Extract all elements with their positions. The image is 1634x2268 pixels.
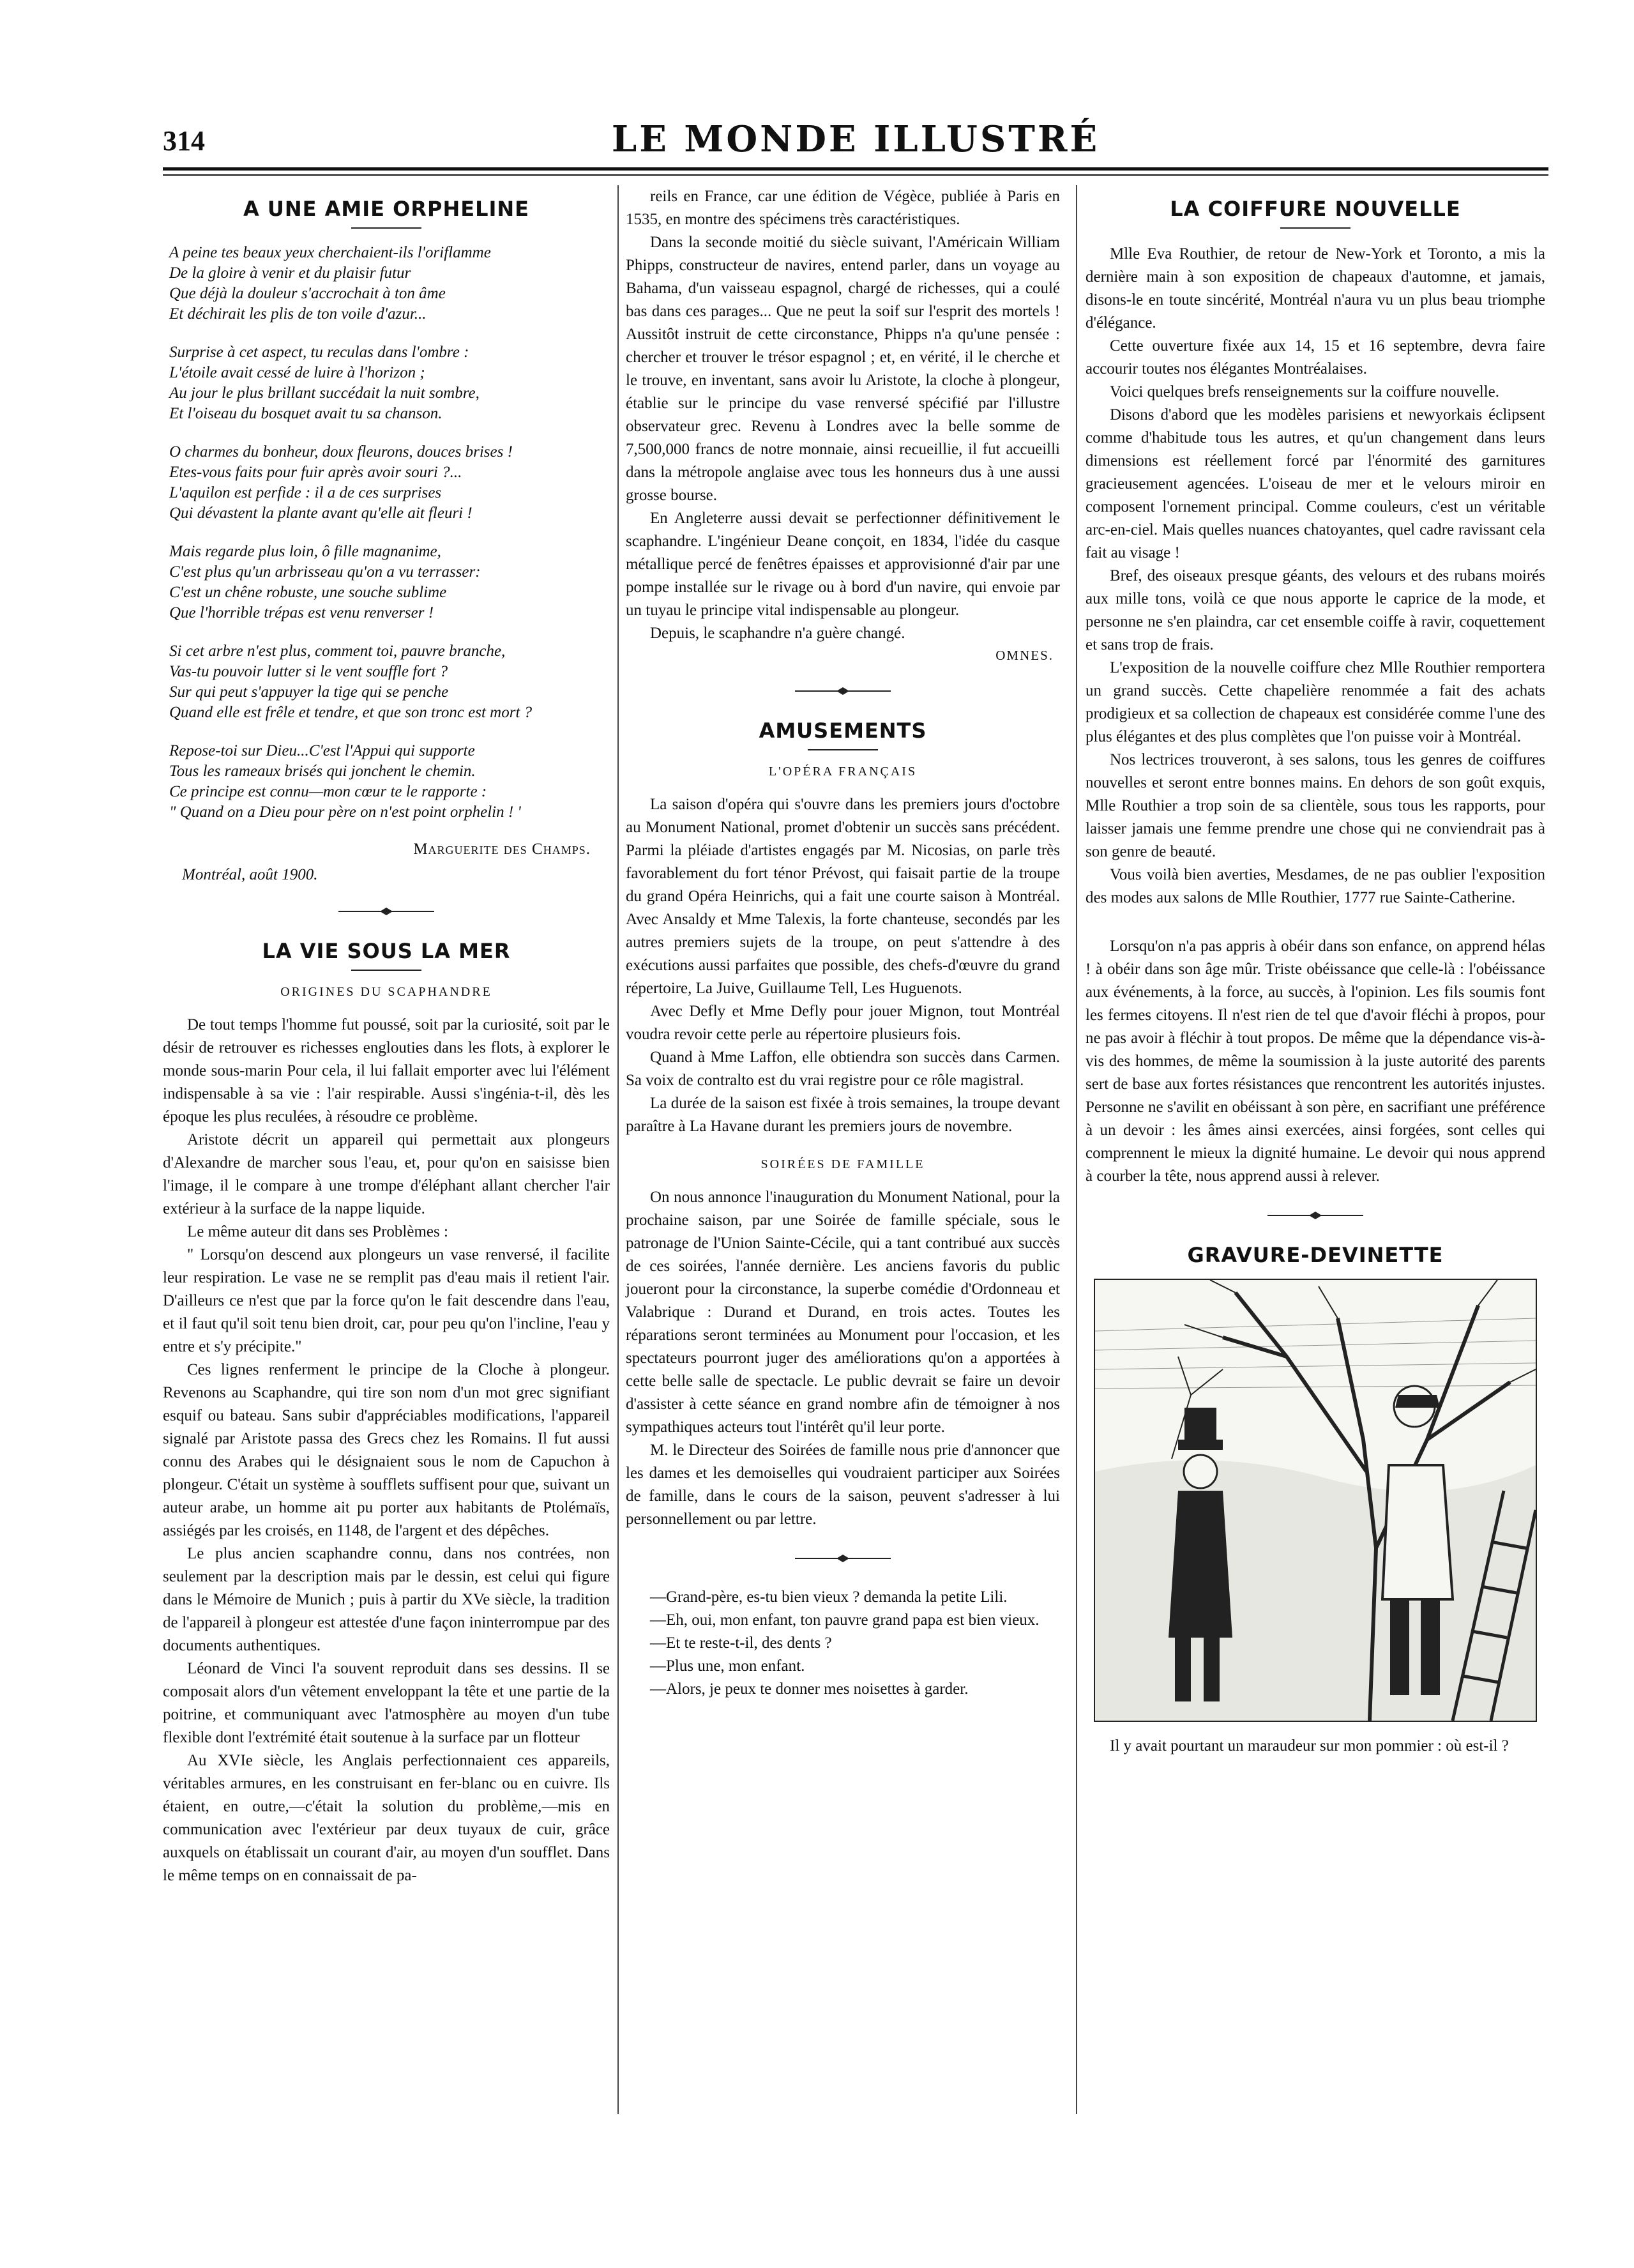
paragraph: " Lorsqu'on descend aux plongeurs un vase renversé, il facilite leur respiration. Le vase ne se remplit pas d'eau mais il retient l'air. D'ailleurs ce n'est que par la force qu'on le fait descendre dans l'eau, et il faut qu'il soit tenu bien droit, car, pour peu qu'on l'incline, l'eau y entre et s'y précipite." (163, 1246, 610, 1355)
poem-title: A UNE AMIE ORPHELINE (243, 197, 530, 221)
paragraph: On nous annonce l'inauguration du Monument National, pour la prochaine saison, par une Soirée de famille spéciale, sous le patronage de l'Union Sainte-Cécile, qui a tant contribué aux succès de ces soirées, l'année dernière. Les anciens favoris du public joueront pour la circonstance, la superbe comédie d'Ordonneau et Valabrique : Durand et Durand, en trois actes. Toutes les réparations seront terminées au Monument pour l'occasion, et les spectateurs pourront juger des améliorations qu'on a apportées à cette belle salle de spectacle. Le public devrait se faire un devoir d'assister à cette séance en grand nombre afin de témoigner à nos sympathiques acteurs tout l'intérêt qu'il leur porte. (626, 1189, 1060, 1436)
poem-signature: Marguerite des Champs. (413, 841, 591, 858)
paragraph: —Et te reste-t-il, des dents ? (650, 1634, 832, 1652)
poem-line: O charmes du bonheur, doux fleurons, douces brises ! (169, 443, 513, 460)
poem-line: Surprise à cet aspect, tu reculas dans l'ombre : (169, 344, 469, 361)
poem-line: Que l'horrible trépas est venu renverser ! (169, 604, 434, 621)
page-header (163, 118, 1548, 169)
section-ornament (1086, 1211, 1545, 1224)
article-subtitle: ORIGINES DU SCAPHANDRE (280, 985, 492, 999)
section-ornament (626, 1554, 1060, 1567)
engraving-caption: Il y avait pourtant un maraudeur sur mon pommier : où est-il ? (1110, 1737, 1509, 1754)
column-3 (1086, 185, 1545, 1758)
column-divider (1076, 185, 1077, 2114)
poem-line: Au jour le plus brillant succédait la nuit sombre, (169, 384, 480, 402)
poem-line: Repose-toi sur Dieu...C'est l'Appui qui supporte (169, 742, 475, 759)
column-2 (626, 185, 1060, 1701)
paragraph: Depuis, le scaphandre n'a guère changé. (650, 625, 905, 642)
column-1 (163, 185, 610, 1887)
paragraph: Ces lignes renferment le principe de la Cloche à plongeur. Revenons au Scaphandre, qui tire son nom d'un mot grec signifiant esquif ou bateau. Sans subir d'appréciables modifications, l'appareil signalé par Aristote passa des Grecs chez les Romains. Il fut aussi connu des Arabes qui le désignaient sous le nom de Capuchon à plongeur. C'était un système à soufflets suffisent pour que, suivant un auteur arabe, un homme ait pu porter aux habitants de Ptolémaïs, assiégés par les croisés, en 1148, de l'argent et des dépêches. (163, 1361, 610, 1539)
paragraph: Voici quelques brefs renseignements sur la coiffure nouvelle. (1110, 383, 1500, 400)
poem-place-date: Montréal, août 1900. (182, 866, 318, 883)
poem-line: L'aquilon est perfide : il a de ces surprises (169, 484, 442, 501)
poem-line: Etes-vous faits pour fuir après avoir souri ?... (169, 464, 462, 481)
paragraph: Cette ouverture fixée aux 14, 15 et 16 septembre, devra faire accourir toutes nos élégantes Montréalaises. (1086, 337, 1545, 377)
amusements-title: AMUSEMENTS (759, 719, 927, 743)
header-rule-thin (163, 174, 1548, 176)
paragraph: La saison d'opéra qui s'ouvre dans les premiers jours d'octobre au Monument National, promet d'obtenir un succès sans précédent. Parmi la pléiade d'artistes engagés par M. Nicosias, on parle très favorablement du fort ténor Prévost, qui faisait partie de la troupe du grand Opéra Heinrichs, qui a fait une courte saison à Montréal. Avec Ansaldy et Mme Talexis, la forte chanteuse, secondés par les autres premiers sujets de la troupe, on peut s'attendre à des exécutions aussi parfaites que possible, des chefs-d'œuvre du grand répertoire, La Juive, Guillaume Tell, Les Huguenots. (626, 796, 1060, 997)
poem-line: Que déjà la douleur s'accrochait à ton âme (169, 285, 446, 302)
poem-line: Si cet arbre n'est plus, comment toi, pauvre branche, (169, 643, 506, 660)
section-ornament (163, 907, 610, 920)
paragraph: Au XVIe siècle, les Anglais perfectionnaient ces appareils, véritables armures, en les construisant en fer-blanc ou en cuivre. Ils étaient, en outre,—c'était la solution du problème,—mis en communication avec l'extérieur par deux tuyaux de cuir, grâce auxquels on établissait un courant d'air, au moyen d'un soufflet. Dans le même temps on en connaissait de pa- (163, 1752, 610, 1884)
article-title: LA VIE SOUS LA MER (262, 939, 511, 963)
article-continuation (626, 185, 1060, 645)
paragraph: Quand à Mme Laffon, elle obtiendra son succès dans Carmen. Sa voix de contralto est du vrai registre pour ce rôle magistral. (626, 1049, 1060, 1089)
paragraph: —Alors, je peux te donner mes noisettes à garder. (650, 1680, 969, 1698)
poem-line: Vas-tu pouvoir lutter si le vent souffle fort ? (169, 663, 448, 680)
title-rule (808, 749, 878, 750)
poem-line: Et l'oiseau du bosquet avait tu sa chanson. (169, 405, 443, 422)
paragraph: Dans la seconde moitié du siècle suivant, l'Américain William Phipps, constructeur de navires, entend parler, dans un voyage au Bahama, d'un vaisseau espagnol, chargé de richesses, qui a coulé bas dans ces parages... Que ne peut la soif sur l'esprit des mortels ! Aussitôt instruit de cette circonstance, Phipps n'a qu'une pensée : chercher et trouver le trésor espagnol ; et, en vérité, il le cherche et le trouve, en inventant, sans avoir lu Aristote, la cloche à plongeur, établie sur le principe du vase renversé spécifié par l'illustre observateur grec. Revenu à Londres avec la belle somme de 7,500,000 francs de notre monnaie, ainsi recueillie, il fut accueilli dans la métropole anglaise avec tous les honneurs dus à une aussi grosse bourse. (626, 234, 1060, 504)
poem-line: Qui dévastent la plante avant qu'elle ait fleuri ! (169, 505, 473, 522)
article-author: OMNES. (995, 648, 1054, 663)
opera-subtitle: L'OPÉRA FRANÇAIS (768, 765, 918, 779)
soirees-subtitle: SOIRÉES DE FAMILLE (760, 1157, 925, 1171)
title-rule (351, 227, 421, 229)
paragraph: Nos lectrices trouveront, à ses salons, tous les genres de coiffures nouvelles et seront entre bonnes mains. En dehors de son goût exquis, Mlle Routhier a trop soin de sa clientèle, sous tous les rapports, pour laisser jamais une femme prendre une chose qui ne conviendrait pas à son genre de beauté. (1086, 751, 1545, 860)
devinette-title: GRAVURE-DEVINETTE (1187, 1243, 1444, 1267)
paragraph: —Grand-père, es-tu bien vieux ? demanda la petite Lili. (650, 1588, 1008, 1606)
poem (169, 243, 610, 823)
header-rule (163, 167, 1548, 171)
paragraph: En Angleterre aussi devait se perfectionner définitivement le scaphandre. L'ingénieur Deane conçoit, en 1834, l'idée du casque métallique percé de fenêtres épaisses et approvisionné d'air par une pompe installée sur le rivage ou à bord d'un navire, qui envoie par un tuyau le principe vital indispensable au plongeur. (626, 510, 1060, 619)
poem-stanza (169, 442, 610, 524)
poem-stanza (169, 542, 610, 623)
paragraph: Avec Defly et Mme Defly pour jouer Mignon, tout Montréal voudra revoir cette perle au répertoire plusieurs fois. (626, 1003, 1060, 1043)
engraving-illustration (1094, 1279, 1537, 1722)
poem-line: Tous les rameaux brisés qui jonchent le chemin. (169, 763, 476, 780)
poem-line: Mais regarde plus loin, ô fille magnanime, (169, 543, 441, 560)
poem-stanza (169, 342, 610, 424)
paragraph: De tout temps l'homme fut poussé, soit par la curiosité, soit par le désir de retrouver es richesses englouties dans les flots, à explorer le monde sous-marin Pour cela, il lui fallait emporter avec lui l'élément indispensable à sa vie : l'air respirable. Aussi s'ingénia-t-il, dès les époque les plus reculées, à résoudre ce problème. (163, 1016, 610, 1125)
poem-stanza (169, 243, 610, 324)
paragraph: Disons d'abord que les modèles parisiens et newyorkais éclipsent comme d'habitude tous les autres, et qu'un changement dans leurs dimensions est réellement forcé par l'énormité des garnitures gracieusement agencées. L'oiseau de mer et le velours miroir en composent l'ornement principal. Comme couleurs, c'est un véritable arc-en-ciel. Mais quelles nuances chatoyantes, quel cadre ravissant cela fait au visage ! (1086, 406, 1545, 561)
poem-line: Ce principe est connu—mon cœur te le rapporte : (169, 783, 487, 800)
dialog-anecdote (626, 1586, 1060, 1701)
section-ornament (626, 687, 1060, 699)
paragraph: Le plus ancien scaphandre connu, dans nos contrées, non seulement par la description mais par le dessin, est celui qui figure dans le Mémoire de Munich ; puis à partir du XVe siècle, la tradition de l'appareil à plongeur est attestée d'une façon ininterrompue par des documents authentiques. (163, 1545, 610, 1654)
paragraph: Vous voilà bien averties, Mesdames, de ne pas oublier l'exposition des modes aux salons de Mlle Routhier, 1777 rue Sainte-Catherine. (1086, 866, 1545, 906)
article-body (163, 1014, 610, 1887)
paragraph: L'exposition de la nouvelle coiffure chez Mlle Routhier remportera un grand succès. Cette chapelière renommée a fait des achats prodigieux et sa collection de chapeaux est considérée comme l'une des plus élégantes et des plus complètes que l'on puisse voir à Montréal. (1086, 659, 1545, 745)
opera-body (626, 793, 1060, 1138)
poem-line: A peine tes beaux yeux cherchaient-ils l'oriflamme (169, 244, 491, 261)
poem-line: Sur qui peut s'appuyer la tige qui se penche (169, 683, 449, 701)
paragraph: Mlle Eva Routhier, de retour de New-York et Toronto, a mis la dernière main à son exposition de chapeaux d'automne, et jamais, disons-le en toute sincérité, Montréal n'aura vu un plus beau triomphe d'élégance. (1086, 245, 1545, 331)
paragraph: —Plus une, mon enfant. (650, 1657, 805, 1675)
coiffure-title: LA COIFFURE NOUVELLE (1170, 197, 1461, 221)
poem-line: Quand elle est frêle et tendre, et que son tronc est mort ? (169, 704, 533, 721)
poem-line: Et déchirait les plis de ton voile d'azur... (169, 305, 427, 323)
paragraph: Aristote décrit un appareil qui permettait aux plongeurs d'Alexandre de marcher sous l'eau, et, pour qu'on en saisisse bien l'image, il le compare à une trompe d'éléphant allant chercher l'air extérieur à la surface de la nappe liquide. (163, 1131, 610, 1217)
paragraph: Bref, des oiseaux presque géants, des velours et des rubans moirés aux mille tons, voilà ce que nous apporte le caprice de la mode, et personne ne s'en plaindra, car cet ensemble coiffe à ravir, coquettement et sans trop de frais. (1086, 567, 1545, 653)
poem-stanza (169, 641, 610, 723)
paragraph: reils en France, car une édition de Végèce, publiée à Paris en 1535, en montre des spécimens très caractéristiques. (626, 188, 1060, 228)
paragraph: La durée de la saison est fixée à trois semaines, la troupe devant paraître à La Havane durant les premiers jours de novembre. (626, 1095, 1060, 1135)
masthead: LE MONDE ILLUSTRÉ (611, 118, 1100, 160)
paragraph: M. le Directeur des Soirées de famille nous prie d'annoncer que les dames et les demoiselles qui voudraient participer aux Soirées de famille, dans le cours de la saison, peuvent s'adresser à lui personnellement ou par lettre. (626, 1442, 1060, 1528)
soirees-body (626, 1186, 1060, 1531)
title-rule (1280, 227, 1350, 229)
paragraph: —Eh, oui, mon enfant, ton pauvre grand papa est bien vieux. (650, 1611, 1040, 1629)
paragraph: Le même auteur dit dans ses Problèmes : (187, 1223, 448, 1240)
poem-line: C'est un chêne robuste, une souche sublime (169, 584, 447, 601)
column-divider (617, 185, 619, 2114)
poem-line: " Quand on a Dieu pour père on n'est point orphelin ! ' (169, 803, 521, 821)
poem-line: L'étoile avait cessé de luire à l'horizon ; (169, 364, 425, 381)
title-rule (351, 970, 421, 971)
maxim-paragraph: Lorsqu'on n'a pas appris à obéir dans son enfance, on apprend hélas ! à obéir dans son âge mûr. Triste obéissance que celle-là : l'obéissance aux événements, à la force, au succès, à l'opinion. Les fils soumis font les fermes citoyens. Il n'est rien de tel que d'avoir fléchi à propos, pour ne pas avoir à fléchir à tout propos. De même que la dépendance vis-à-vis des hommes, de même la soumission à la juste autorité des parents sert de base aux fortes résistances que rencontrent les autorités injustes. Personne ne s'avilit en obéissant à son père, en sacrifiant une préférence à un devoir : les âmes ainsi exercées, ainsi forgées, sont celles qui comprennent le mieux la dignité humaine. Le devoir qui nous apprend à courber la tête, nous apprend aussi à relever. (1086, 938, 1545, 1185)
coiffure-body (1086, 243, 1545, 909)
page-number: 314 (163, 125, 205, 156)
poem-line: C'est plus qu'un arbrisseau qu'on a vu terrasser: (169, 563, 481, 581)
poem-stanza (169, 741, 610, 823)
poem-line: De la gloire à venir et du plaisir futur (169, 264, 411, 282)
paragraph: Léonard de Vinci l'a souvent reproduit dans ses dessins. Il se composait alors d'un vêtement enveloppant la tête et une partie de la poitrine, et communiquant avec l'atmosphère au moyen d'un tube flexible dont l'extrémité était soutenue à la surface par un flotteur (163, 1660, 610, 1746)
